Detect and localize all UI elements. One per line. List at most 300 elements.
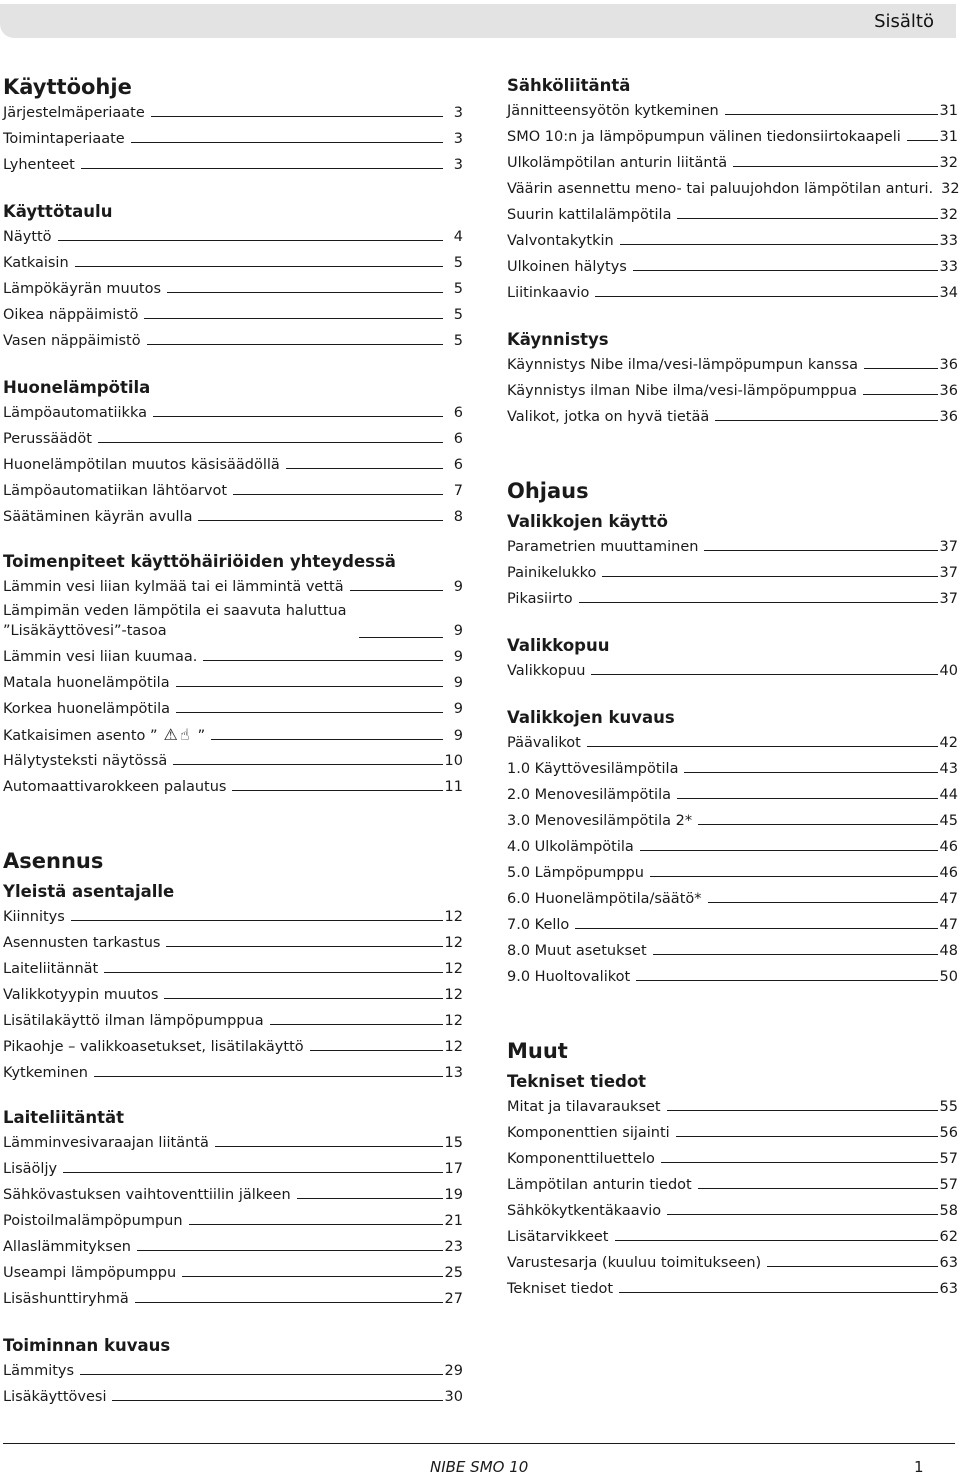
toc-entry[interactable] xyxy=(507,1224,958,1250)
toc-leader-line xyxy=(98,426,443,443)
toc-entry[interactable] xyxy=(3,1234,463,1260)
toc-entry[interactable] xyxy=(507,150,958,176)
chapter-heading: Asennus xyxy=(3,849,104,873)
footer-page-number: 1 xyxy=(914,1458,924,1474)
toc-leader-line xyxy=(359,624,443,638)
section-heading: Yleistä asentajalle xyxy=(3,882,175,901)
toc-entry[interactable] xyxy=(3,1182,463,1208)
toc-entry-title: Lisätarvikkeet xyxy=(507,1229,609,1245)
toc-entry[interactable] xyxy=(507,228,958,254)
header-bar xyxy=(0,4,956,38)
toc-leader-line xyxy=(203,644,443,661)
section-heading: Valikkopuu xyxy=(507,636,610,655)
toc-leader-line xyxy=(595,280,937,297)
toc-entry-title: Pikasiirto xyxy=(507,591,573,607)
chapter-heading: Muut xyxy=(507,1039,568,1063)
toc-entry[interactable] xyxy=(3,100,463,126)
toc-entry[interactable] xyxy=(507,404,958,430)
toc-entry-title: Parametrien muuttaminen xyxy=(507,539,699,555)
toc-page-number: 42 xyxy=(939,735,958,751)
toc-leader-line xyxy=(587,730,938,747)
toc-leader-line xyxy=(166,930,442,947)
toc-page-number: 31 xyxy=(939,103,958,119)
toc-entry-title: Valikot, jotka on hyvä tietää xyxy=(507,409,710,425)
toc-entry-title: 6.0 Huonelämpötila/säätö* xyxy=(507,891,702,907)
toc-entry[interactable] xyxy=(3,574,463,600)
toc-leader-line xyxy=(677,782,938,799)
toc-entry[interactable] xyxy=(507,886,958,912)
toc-leader-line xyxy=(232,774,442,791)
toc-leader-line xyxy=(189,1208,443,1225)
toc-page-number: 25 xyxy=(444,1265,463,1281)
toc-entry[interactable] xyxy=(507,586,958,612)
toc-page-number: 44 xyxy=(939,787,958,803)
toc-entry[interactable] xyxy=(3,126,463,152)
toc-leader-line xyxy=(591,658,937,675)
toc-leader-line xyxy=(151,100,443,117)
toc-entry-title: Lämmin vesi liian kuumaa. xyxy=(3,649,198,665)
toc-entry-title: Valikkopuu xyxy=(507,663,586,679)
toc-entry-title: Säätäminen käyrän avulla xyxy=(3,509,193,525)
toc-entry[interactable] xyxy=(3,152,463,178)
toc-entry[interactable] xyxy=(3,478,463,504)
section-heading: Toiminnan kuvaus xyxy=(3,1336,171,1355)
toc-page-number: 56 xyxy=(939,1125,958,1141)
toc-entry-title: Ulkoinen hälytys xyxy=(507,259,627,275)
toc-page-number: 32 xyxy=(939,207,958,223)
toc-page-number: 57 xyxy=(939,1177,958,1193)
toc-leader-line xyxy=(640,834,938,851)
toc-entry-title: 3.0 Menovesilämpötila 2* xyxy=(507,813,693,829)
toc-page-number: 12 xyxy=(444,909,463,925)
toc-page-number: 58 xyxy=(939,1203,958,1219)
section-heading: Valikkojen kuvaus xyxy=(507,708,675,727)
toc-leader-line xyxy=(579,586,938,603)
section-heading: Sähköliitäntä xyxy=(507,76,631,95)
toc-entry[interactable] xyxy=(3,452,463,478)
toc-page-number: 4 xyxy=(453,229,463,245)
toc-entry-title: Automaattivarokkeen palautus xyxy=(3,779,227,795)
toc-page-number: 15 xyxy=(444,1135,463,1151)
toc-entry-title: Suurin kattilalämpötila xyxy=(507,207,672,223)
toc-leader-line xyxy=(684,756,937,773)
toc-page-number: 48 xyxy=(939,943,958,959)
toc-entry-title: Lisäöljy xyxy=(3,1161,58,1177)
toc-page-number: 8 xyxy=(453,509,463,525)
toc-left-column xyxy=(3,74,463,1410)
toc-page-number: 9 xyxy=(453,701,463,717)
toc-entry-title: Lämminvesivaraajan liitäntä xyxy=(3,1135,209,1151)
toc-page-number: 37 xyxy=(939,539,958,555)
toc-page-number: 23 xyxy=(444,1239,463,1255)
toc-leader-line xyxy=(661,1146,938,1163)
toc-entry[interactable] xyxy=(507,560,958,586)
toc-entry[interactable] xyxy=(3,1286,463,1312)
toc-entry[interactable] xyxy=(3,1358,463,1384)
toc-leader-line xyxy=(708,886,938,903)
toc-entry-title: Painikelukko xyxy=(507,565,597,581)
toc-page-number: 12 xyxy=(444,935,463,951)
toc-leader-line xyxy=(602,560,937,577)
toc-page-number: 37 xyxy=(939,591,958,607)
toc-leader-line xyxy=(211,723,443,740)
toc-entry[interactable] xyxy=(3,904,463,930)
toc-page-number: 32 xyxy=(939,155,958,171)
toc-leader-line xyxy=(63,1156,442,1173)
toc-leader-line xyxy=(907,124,938,141)
toc-leader-line xyxy=(297,1182,443,1199)
toc-leader-line xyxy=(636,964,937,981)
toc-page-number: 9 xyxy=(453,649,463,665)
toc-page-number: 43 xyxy=(939,761,958,777)
toc-entry-title: Oikea näppäimistö xyxy=(3,307,139,323)
toc-entry-title: Sähkövastuksen vaihtoventtiilin jälkeen xyxy=(3,1187,291,1203)
toc-leader-line xyxy=(147,328,443,345)
toc-page-number: 40 xyxy=(939,663,958,679)
toc-entry-title: 4.0 Ulkolämpötila xyxy=(507,839,634,855)
toc-entry[interactable] xyxy=(507,834,958,860)
toc-entry[interactable] xyxy=(507,782,958,808)
toc-entry[interactable] xyxy=(507,912,958,938)
toc-entry[interactable] xyxy=(3,302,463,328)
toc-entry[interactable] xyxy=(507,860,958,886)
toc-leader-line xyxy=(80,1358,442,1375)
toc-entry[interactable] xyxy=(507,658,958,684)
toc-entry[interactable] xyxy=(507,352,958,378)
toc-page-number: 12 xyxy=(444,1039,463,1055)
toc-page-number: 6 xyxy=(453,405,463,421)
toc-leader-line xyxy=(135,1286,443,1303)
toc-leader-line xyxy=(667,1198,937,1215)
toc-page-number: 10 xyxy=(444,753,463,769)
toc-entry-title: Katkaisin xyxy=(3,255,69,271)
toc-leader-line xyxy=(676,1120,938,1137)
toc-page-number: 33 xyxy=(939,233,958,249)
toc-entry-title: Valikkotyypin muutos xyxy=(3,987,159,1003)
toc-page-number: 63 xyxy=(939,1281,958,1297)
toc-entry-title: Lyhenteet xyxy=(3,157,75,173)
toc-entry[interactable] xyxy=(3,1034,463,1060)
toc-entry[interactable] xyxy=(507,254,958,280)
toc-entry-title: Varustesarja (kuuluu toimitukseen) xyxy=(507,1255,762,1271)
toc-leader-line xyxy=(94,1060,443,1077)
toc-leader-line xyxy=(704,534,937,551)
toc-entry[interactable] xyxy=(3,224,463,250)
toc-leader-line xyxy=(575,912,937,929)
toc-page-number: 63 xyxy=(939,1255,958,1271)
toc-entry-title: Poistoilmalämpöpumpun xyxy=(3,1213,183,1229)
toc-entry[interactable] xyxy=(3,956,463,982)
toc-entry-title: Korkea huonelämpötila xyxy=(3,701,171,717)
toc-page-number: 13 xyxy=(444,1065,463,1081)
section-heading: Käyttötaulu xyxy=(3,202,113,221)
toc-page-number: 62 xyxy=(939,1229,958,1245)
toc-leader-line xyxy=(75,250,443,267)
toc-entry-title: Tekniset tiedot xyxy=(507,1281,614,1297)
toc-entry-title: 2.0 Menovesilämpötila xyxy=(507,787,671,803)
toc-page-number: 5 xyxy=(453,333,463,349)
toc-entry-title: Lämpöautomatiikka xyxy=(3,405,147,421)
toc-entry[interactable] xyxy=(507,1250,958,1276)
toc-page-number: 46 xyxy=(939,865,958,881)
toc-entry[interactable] xyxy=(507,98,958,124)
toc-entry[interactable] xyxy=(507,1276,958,1302)
toc-entry[interactable] xyxy=(507,534,958,560)
toc-leader-line xyxy=(112,1384,442,1401)
toc-page-number: 50 xyxy=(939,969,958,985)
toc-leader-line xyxy=(176,696,443,713)
toc-leader-line xyxy=(131,126,443,143)
toc-page-number: 31 xyxy=(939,129,958,145)
toc-entry[interactable] xyxy=(3,1384,463,1410)
section-heading: Tekniset tiedot xyxy=(507,1072,647,1091)
toc-entry[interactable] xyxy=(3,400,463,426)
toc-entry-title: Käynnistys ilman Nibe ilma/vesi-lämpöpumppua xyxy=(507,383,857,399)
toc-page-number: 45 xyxy=(939,813,958,829)
toc-entry-title: 7.0 Kello xyxy=(507,917,570,933)
toc-page-number: 47 xyxy=(939,917,958,933)
toc-entry[interactable] xyxy=(507,378,958,404)
toc-entry[interactable] xyxy=(507,756,958,782)
toc-leader-line xyxy=(350,574,443,591)
toc-entry-title: Jännitteensyötön kytkeminen xyxy=(507,103,719,119)
toc-page-number: 5 xyxy=(453,307,463,323)
toc-page-number: 6 xyxy=(453,457,463,473)
toc-entry-title: Asennusten tarkastus xyxy=(3,935,161,951)
toc-entry-title: Katkaisimen asento ” xyxy=(3,728,158,744)
footer-product-name: NIBE SMO 10 xyxy=(430,1458,529,1474)
toc-leader-line xyxy=(233,478,443,495)
section-heading: Käyttöohje xyxy=(3,75,132,99)
toc-page-number: 36 xyxy=(939,357,958,373)
toc-entry[interactable] xyxy=(3,1260,463,1286)
toc-leader-line xyxy=(58,224,443,241)
toc-entry[interactable] xyxy=(3,1008,463,1034)
toc-page-number: 5 xyxy=(453,255,463,271)
toc-entry[interactable] xyxy=(3,1208,463,1234)
toc-entry-title: Toimintaperiaate xyxy=(3,131,125,147)
toc-entry-title: Vasen näppäimistö xyxy=(3,333,141,349)
toc-page-number: 47 xyxy=(939,891,958,907)
toc-leader-line xyxy=(715,404,937,421)
toc-page-number: 5 xyxy=(453,281,463,297)
toc-leader-line xyxy=(144,302,443,319)
toc-page-number: 11 xyxy=(444,779,463,795)
toc-page-number: 37 xyxy=(939,565,958,581)
toc-entry-title: Komponenttien sijainti xyxy=(507,1125,670,1141)
toc-page-number: 3 xyxy=(453,157,463,173)
toc-page-number: 32 xyxy=(941,181,960,197)
toc-entry[interactable] xyxy=(507,938,958,964)
toc-entry-title: Perussäädöt xyxy=(3,431,92,447)
toc-page-number: 21 xyxy=(444,1213,463,1229)
toc-entry[interactable] xyxy=(507,280,958,306)
toc-entry-title: Hälytysteksti näytössä xyxy=(3,753,168,769)
toc-entry[interactable] xyxy=(507,964,958,990)
toc-entry[interactable] xyxy=(3,670,463,696)
toc-entry-title: Matala huonelämpötila xyxy=(3,675,170,691)
toc-entry[interactable] xyxy=(507,1094,958,1120)
toc-page-number: 3 xyxy=(453,131,463,147)
toc-leader-line xyxy=(176,670,443,687)
toc-entry[interactable] xyxy=(507,1198,958,1224)
toc-entry-title: Laiteliitännät xyxy=(3,961,99,977)
toc-leader-line xyxy=(619,1276,937,1293)
toc-entry-title: Kiinnitys xyxy=(3,909,65,925)
section-heading: Valikkojen käyttö xyxy=(507,512,668,531)
toc-leader-line xyxy=(104,956,442,973)
toc-leader-line xyxy=(198,504,443,521)
chapter-heading: Ohjaus xyxy=(507,479,589,503)
toc-entry-title: Käynnistys Nibe ilma/vesi-lämpöpumpun kanssa xyxy=(507,357,859,373)
toc-page-number: 33 xyxy=(939,259,958,275)
toc-page-number: 36 xyxy=(939,409,958,425)
toc-entry-title: Lämpöautomatiikan lähtöarvot xyxy=(3,483,228,499)
footer-rule xyxy=(3,1443,955,1444)
toc-leader-line xyxy=(615,1224,938,1241)
toc-entry-title: Sähkökytkentäkaavio xyxy=(507,1203,662,1219)
toc-entry-title: Päävalikot xyxy=(507,735,581,751)
toc-entry-title: Huonelämpötilan muutos käsisäädöllä xyxy=(3,457,280,473)
toc-leader-line xyxy=(182,1260,442,1277)
toc-entry[interactable] xyxy=(3,644,463,670)
toc-entry[interactable] xyxy=(507,1120,958,1146)
toc-page-number: 12 xyxy=(444,1013,463,1029)
toc-page-number: 9 xyxy=(453,728,463,744)
toc-leader-line xyxy=(71,904,443,921)
toc-entry-title: Näyttö xyxy=(3,229,52,245)
warning-hand-icon: ⚠☝ xyxy=(163,725,192,744)
toc-entry[interactable] xyxy=(3,426,463,452)
toc-leader-line xyxy=(173,748,442,765)
toc-page-number: 46 xyxy=(939,839,958,855)
section-heading: Toimenpiteet käyttöhäiriöiden yhteydessä xyxy=(3,552,396,571)
toc-entry[interactable] xyxy=(3,774,463,800)
toc-entry-title-suffix: ” xyxy=(197,728,206,744)
toc-entry-title: 1.0 Käyttövesilämpötila xyxy=(507,761,679,777)
toc-page-number: 17 xyxy=(444,1161,463,1177)
toc-page-number: 30 xyxy=(444,1389,463,1405)
toc-leader-line xyxy=(698,808,937,825)
toc-page-number: 57 xyxy=(939,1151,958,1167)
toc-leader-line xyxy=(153,400,443,417)
toc-page-number: 9 xyxy=(453,579,463,595)
toc-page-number: 7 xyxy=(453,483,463,499)
toc-page-number: 12 xyxy=(444,987,463,1003)
toc-entry[interactable] xyxy=(3,930,463,956)
toc-page-number: 19 xyxy=(444,1187,463,1203)
toc-entry[interactable] xyxy=(3,250,463,276)
toc-entry-title: Lämpökäyrän muutos xyxy=(3,281,162,297)
toc-entry-title: Komponenttiluettelo xyxy=(507,1151,655,1167)
toc-entry[interactable] xyxy=(507,808,958,834)
toc-entry-title: Allaslämmityksen xyxy=(3,1239,131,1255)
toc-page-number: 6 xyxy=(453,431,463,447)
toc-entry[interactable] xyxy=(507,1172,958,1198)
toc-entry-title: Lämpimän veden lämpötila ei saavuta haluttua ”Lisäkäyttövesi”-tasoa xyxy=(3,603,347,639)
toc-entry[interactable] xyxy=(3,748,463,774)
section-heading: Huonelämpötila xyxy=(3,378,151,397)
toc-leader-line xyxy=(864,352,938,369)
toc-entry[interactable] xyxy=(3,504,463,530)
toc-entry-title: Pikaohje – valikkoasetukset, lisätilakäyttö xyxy=(3,1039,304,1055)
toc-entry-title: Järjestelmäperiaate xyxy=(3,105,145,121)
toc-entry-title: Mitat ja tilavaraukset xyxy=(507,1099,661,1115)
toc-leader-line xyxy=(767,1250,937,1267)
page-title: Sisältö xyxy=(874,11,934,32)
toc-leader-line xyxy=(733,150,937,167)
toc-entry[interactable] xyxy=(507,202,958,228)
toc-entry-title: Lämpötilan anturin tiedot xyxy=(507,1177,692,1193)
toc-page-number: 34 xyxy=(939,285,958,301)
toc-entry-title: 5.0 Lämpöpumppu xyxy=(507,865,644,881)
toc-entry-title: Valvontakytkin xyxy=(507,233,614,249)
toc-entry[interactable] xyxy=(3,696,463,722)
toc-page-number: 55 xyxy=(939,1099,958,1115)
toc-page-number: 27 xyxy=(444,1291,463,1307)
toc-leader-line xyxy=(620,228,938,245)
toc-entry[interactable] xyxy=(3,722,463,748)
toc-entry-title: Liitinkaavio xyxy=(507,285,590,301)
toc-entry[interactable] xyxy=(507,730,958,756)
toc-leader-line xyxy=(270,1008,443,1025)
toc-leader-line xyxy=(698,1172,938,1189)
toc-entry[interactable] xyxy=(3,328,463,354)
toc-entry[interactable] xyxy=(3,1156,463,1182)
toc-leader-line xyxy=(167,276,443,293)
toc-leader-line xyxy=(286,452,443,469)
toc-page-number: 9 xyxy=(453,623,463,639)
toc-leader-line xyxy=(667,1094,938,1111)
toc-leader-line xyxy=(863,378,938,395)
toc-leader-line xyxy=(81,152,443,169)
toc-entry-title: Lisäshunttiryhmä xyxy=(3,1291,129,1307)
toc-page-number: 9 xyxy=(453,675,463,691)
toc-leader-line xyxy=(650,860,938,877)
section-heading: Käynnistys xyxy=(507,330,609,349)
toc-entry[interactable] xyxy=(507,1146,958,1172)
toc-entry-title: Ulkolämpötilan anturin liitäntä xyxy=(507,155,728,171)
toc-entry[interactable] xyxy=(3,600,463,644)
toc-right-column xyxy=(507,74,958,1302)
toc-entry-title: Väärin asennettu meno- tai paluujohdon lämpötilan anturi. xyxy=(507,181,934,197)
toc-leader-line xyxy=(137,1234,443,1251)
toc-page-number: 36 xyxy=(939,383,958,399)
toc-page-number: 29 xyxy=(444,1363,463,1379)
toc-entry-title: 8.0 Muut asetukset xyxy=(507,943,647,959)
toc-leader-line xyxy=(725,98,938,115)
toc-entry-title: SMO 10:n ja lämpöpumpun välinen tiedonsiirtokaapeli xyxy=(507,129,901,145)
section-heading: Laiteliitäntät xyxy=(3,1108,125,1127)
toc-leader-line xyxy=(310,1034,443,1051)
toc-entry-title: 9.0 Huoltovalikot xyxy=(507,969,631,985)
toc-entry[interactable] xyxy=(507,124,958,150)
toc-leader-line xyxy=(215,1130,443,1147)
toc-entry-title: Useampi lämpöpumppu xyxy=(3,1265,177,1281)
toc-entry-title: Lisätilakäyttö ilman lämpöpumppua xyxy=(3,1013,264,1029)
toc-entry[interactable] xyxy=(3,1130,463,1156)
toc-entry-title: Kytkeminen xyxy=(3,1065,88,1081)
toc-leader-line xyxy=(653,938,938,955)
toc-entry-title: Lämmin vesi liian kylmää tai ei lämmintä vettä xyxy=(3,579,344,595)
toc-entry[interactable] xyxy=(3,982,463,1008)
toc-entry[interactable] xyxy=(3,276,463,302)
toc-entry[interactable] xyxy=(3,1060,463,1086)
toc-entry[interactable] xyxy=(507,176,958,202)
toc-page-number: 12 xyxy=(444,961,463,977)
toc-leader-line xyxy=(677,202,937,219)
toc-entry-title: Lämmitys xyxy=(3,1363,75,1379)
